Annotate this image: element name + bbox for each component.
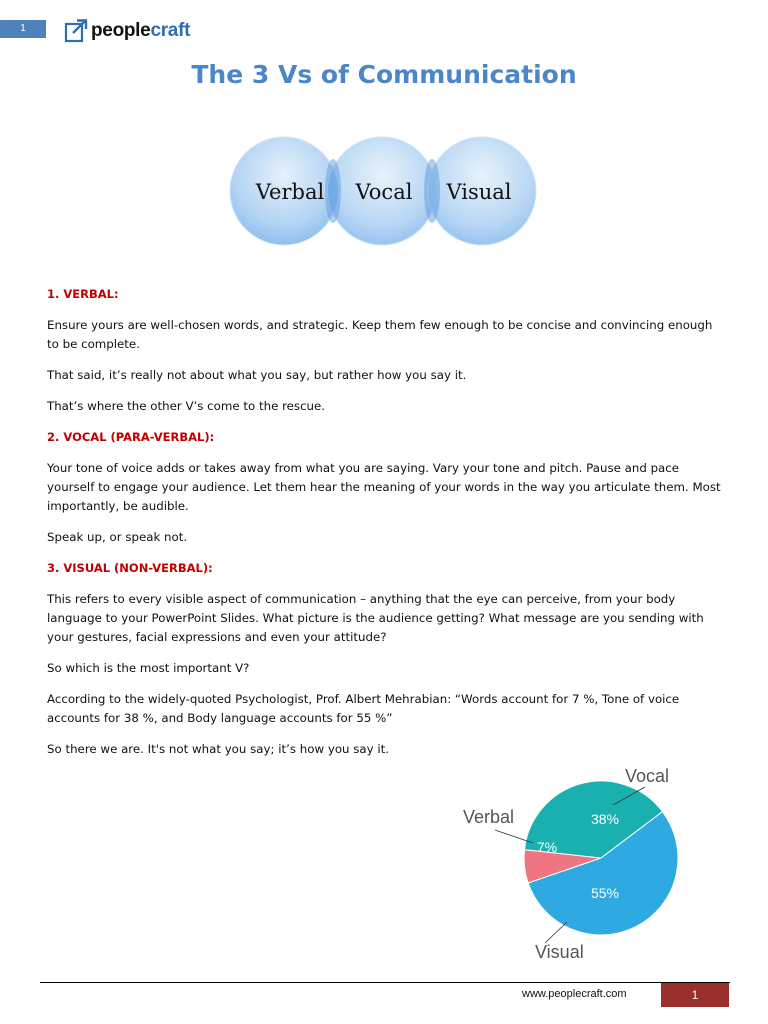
visual-paragraph-2: So which is the most important V? bbox=[47, 661, 250, 675]
verbal-paragraph-1: Ensure yours are well-chosen words, and strategic. Keep them few enough to be concise and convincing enough to be complete. bbox=[47, 318, 713, 351]
venn-diagram bbox=[228, 134, 540, 250]
visual-paragraph-1: This refers to every visible aspect of communication – anything that the eye can perceive, from your body language to your PowerPoint Slides. What picture is the audience getting? What message are you sending with your gestures, facial expressions and even your attitude? bbox=[47, 592, 704, 644]
pie-category-label-visual: Visual bbox=[535, 942, 584, 962]
body-content bbox=[47, 285, 727, 771]
heading-vocal: 2. VOCAL (PARA-VERBAL): bbox=[47, 430, 215, 444]
footer-url[interactable]: www.peoplecraft.com bbox=[522, 988, 627, 1000]
logo-arrow-icon bbox=[64, 18, 88, 44]
logo-craft-text: craft bbox=[150, 20, 191, 41]
logo-wordmark bbox=[91, 20, 190, 42]
venn-overlap-left-lens bbox=[325, 159, 341, 223]
pie-category-label-vocal: Vocal bbox=[625, 766, 670, 786]
verbal-paragraph-2: That said, it’s really not about what you say, but rather how you say it. bbox=[47, 368, 467, 382]
verbal-paragraph-3: That’s where the other V’s come to the rescue. bbox=[47, 399, 326, 413]
vocal-paragraph-2: Speak up, or speak not. bbox=[47, 530, 188, 544]
vocal-paragraph-1: Your tone of voice adds or takes away from what you are saying. Vary your tone and pitch. Pause and pace yourself to engage your audience. Let them hear the meaning of your words in the way you articulate them. Most importantly, be audible. bbox=[47, 461, 721, 513]
pie-value-label-verbal: 7% bbox=[536, 839, 558, 855]
pie-leader-line-visual bbox=[545, 922, 567, 943]
pie-category-label-verbal: Verbal bbox=[463, 807, 515, 827]
pie-value-label-vocal: 38% bbox=[590, 811, 620, 827]
peoplecraft-logo bbox=[64, 16, 190, 46]
page-title: The 3 Vs of Communication bbox=[191, 60, 577, 89]
venn-label-verbal: Verbal bbox=[255, 180, 325, 204]
communication-pie-chart bbox=[455, 760, 695, 970]
pie-value-label-visual: 55% bbox=[590, 885, 620, 901]
venn-label-vocal: Vocal bbox=[355, 180, 413, 204]
heading-visual: 3. VISUAL (NON-VERBAL): bbox=[47, 561, 213, 575]
venn-label-visual: Visual bbox=[446, 180, 512, 204]
visual-paragraph-3: According to the widely-quoted Psychologist, Prof. Albert Mehrabian: “Words account for 7 %, Tone of voice accounts for 38 %, and Body language accounts for 55 %” bbox=[47, 692, 680, 725]
logo-people-text: people bbox=[91, 20, 151, 41]
venn-overlap-right-lens bbox=[424, 159, 440, 223]
visual-paragraph-4: So there we are. It's not what you say; it’s how you say it. bbox=[47, 742, 390, 756]
footer-divider bbox=[40, 982, 730, 983]
heading-verbal: 1. VERBAL: bbox=[47, 287, 119, 301]
footer-page-number: 1 bbox=[661, 983, 729, 1007]
header-page-number: 1 bbox=[0, 20, 46, 38]
